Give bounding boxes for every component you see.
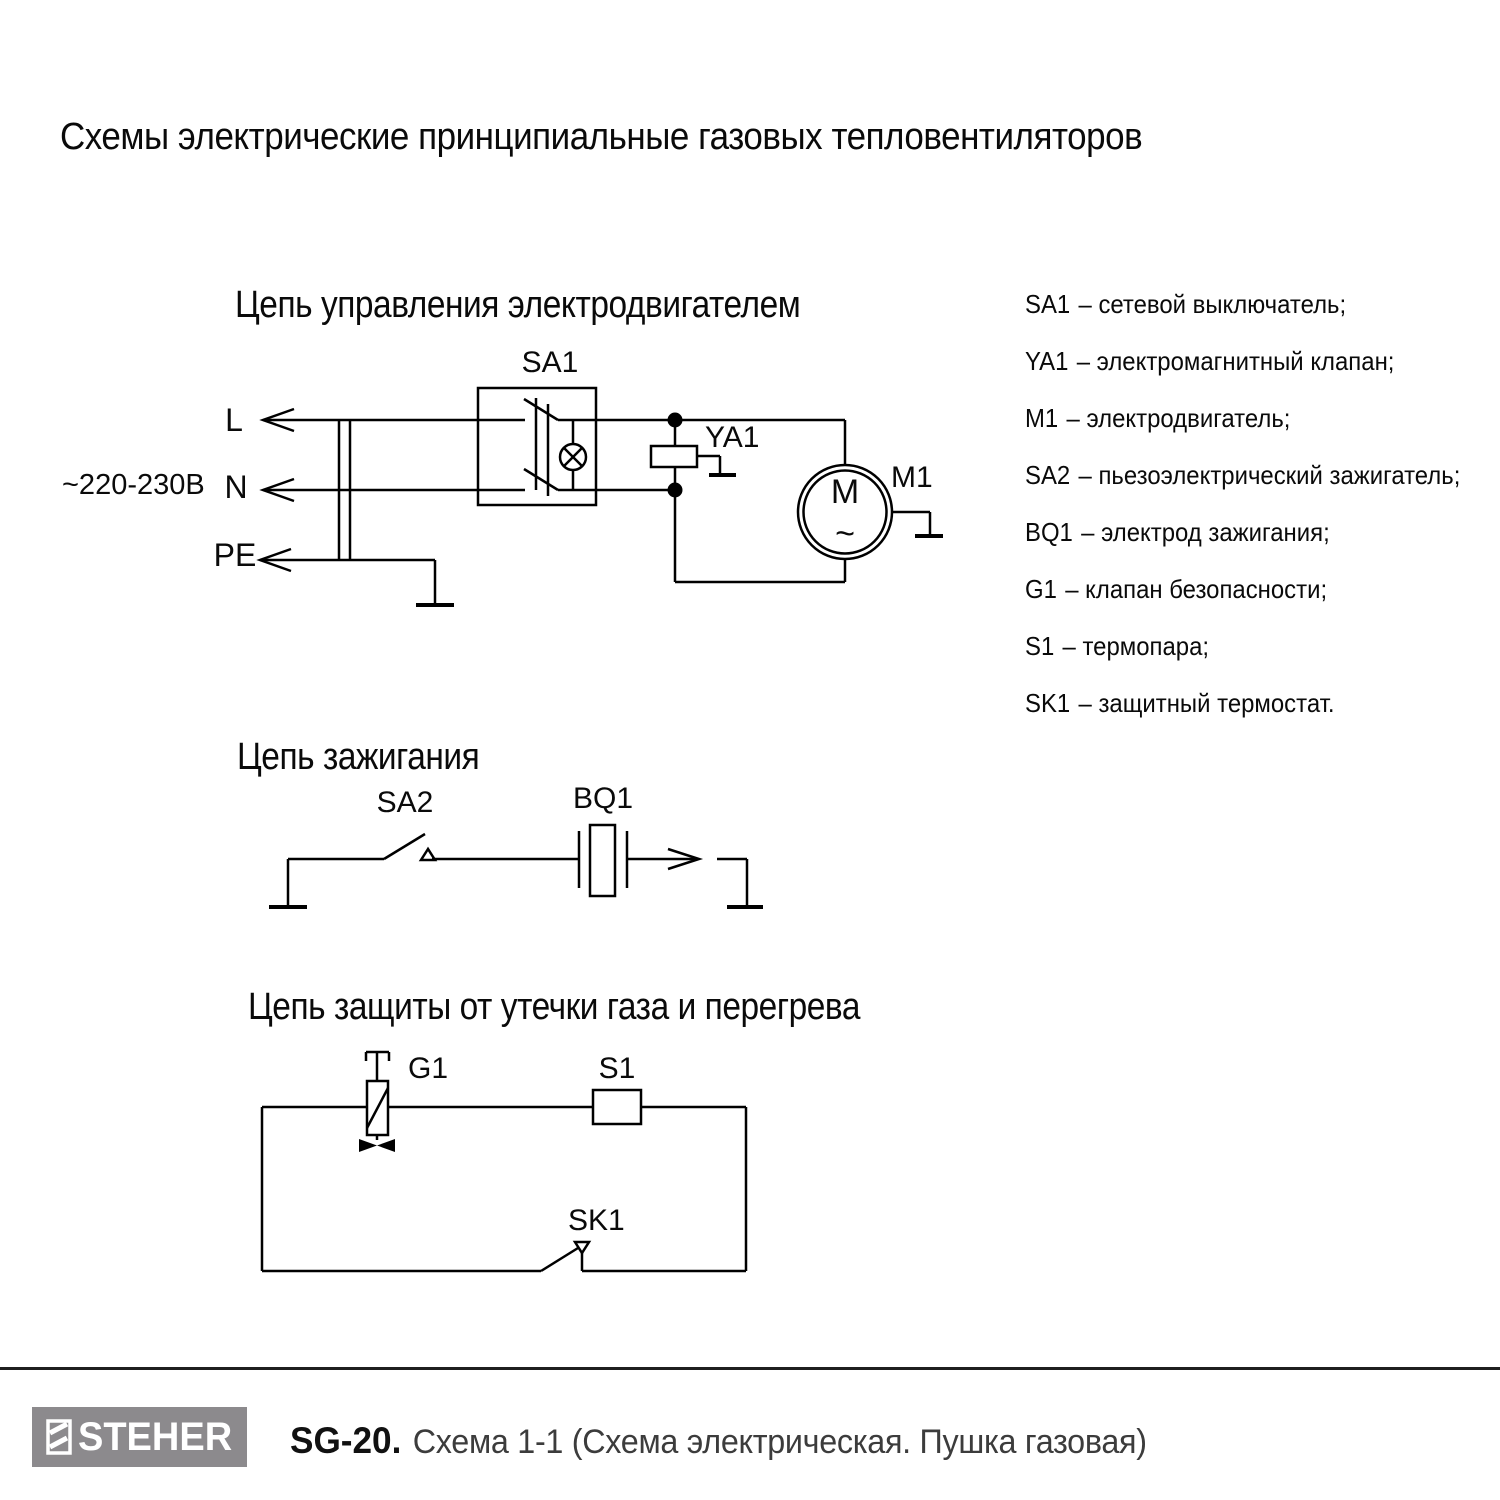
sa2-label: SA2 [376,786,434,819]
legend-desc: – защитный термостат. [1078,688,1335,718]
legend-desc: – электрод зажигания; [1081,517,1330,547]
sk1-label: SK1 [568,1204,625,1237]
m1-label: M1 [891,461,933,494]
legend-desc: – пьезоэлектрический зажигатель; [1078,460,1461,490]
circuit-motor-control [62,346,943,605]
circuit-protection [262,1052,746,1271]
footer-divider [0,1367,1500,1370]
line-pe-label: PE [213,537,257,573]
gas-valve-icon [359,1139,395,1152]
legend-code: M1 [1025,403,1059,433]
legend-item-sa2 [1025,460,1461,490]
sa2-switch [288,834,579,860]
legend-code: G1 [1025,574,1057,604]
ignition-ground-left [269,859,307,907]
page-title: Схемы электрические принципиальные газовых тепловентиляторов [60,116,1143,158]
ignition-ground-right [717,859,763,907]
legend-code: BQ1 [1025,517,1073,547]
wire-pe [260,549,454,605]
g1-label: G1 [408,1052,449,1085]
legend-code: SK1 [1025,688,1071,718]
steher-logo-icon [46,1419,72,1455]
circuit-ignition [269,782,763,907]
motor-wiring [675,420,845,582]
bq1-piezo [579,825,699,896]
sa1-label: SA1 [521,346,579,379]
wire-n [263,479,675,501]
model-number: SG-20. [290,1420,402,1461]
legend-item-m1 [1025,403,1460,433]
legend-desc: – электромагнитный клапан; [1076,346,1395,376]
legend-item-s1 [1025,631,1460,661]
brand-name: STEHER [78,1414,233,1459]
line-l-label: L [225,402,243,438]
s1-label: S1 [598,1052,636,1085]
motor-m-symbol: M [830,473,860,511]
sa1-switch [478,346,596,505]
line-n-label: N [224,469,248,505]
legend-code: YA1 [1025,346,1069,376]
motor-ac-symbol: ~ [835,515,855,553]
legend-desc: – термопара; [1062,631,1210,661]
footer-caption [290,1420,1147,1462]
s1-thermocouple [593,1052,641,1124]
section-title-protection: Цепь защиты от утечки газа и перегрева [248,986,860,1028]
bq1-label: BQ1 [572,782,634,815]
legend-desc: – сетевой выключатель; [1078,289,1347,319]
steher-logo [32,1407,247,1467]
legend-desc: – клапан безопасности; [1065,574,1328,604]
section-title-ignition: Цепь зажигания [237,736,480,778]
legend [1025,289,1498,748]
voltage-label: ~220-230В [62,469,205,501]
legend-item-bq1 [1025,517,1460,547]
caption-text: Схема 1-1 (Схема электрическая. Пушка газовая) [412,1423,1147,1461]
legend-item-ya1 [1025,346,1460,376]
legend-code: SA2 [1025,460,1071,490]
legend-desc: – электродвигатель; [1066,403,1291,433]
legend-code: S1 [1025,631,1055,661]
m1-motor [798,461,943,559]
sk1-thermostat [541,1204,625,1271]
legend-code: SA1 [1025,289,1071,319]
protection-loop [262,1107,746,1271]
legend-item-sk1 [1025,688,1460,718]
ya1-solenoid [651,420,759,490]
g1-safety-valve [359,1052,448,1152]
legend-item-sa1 [1025,289,1460,319]
ya1-label: YA1 [705,421,760,454]
legend-item-g1 [1025,574,1460,604]
section-title-motor-control: Цепь управления электродвигателем [235,284,801,326]
